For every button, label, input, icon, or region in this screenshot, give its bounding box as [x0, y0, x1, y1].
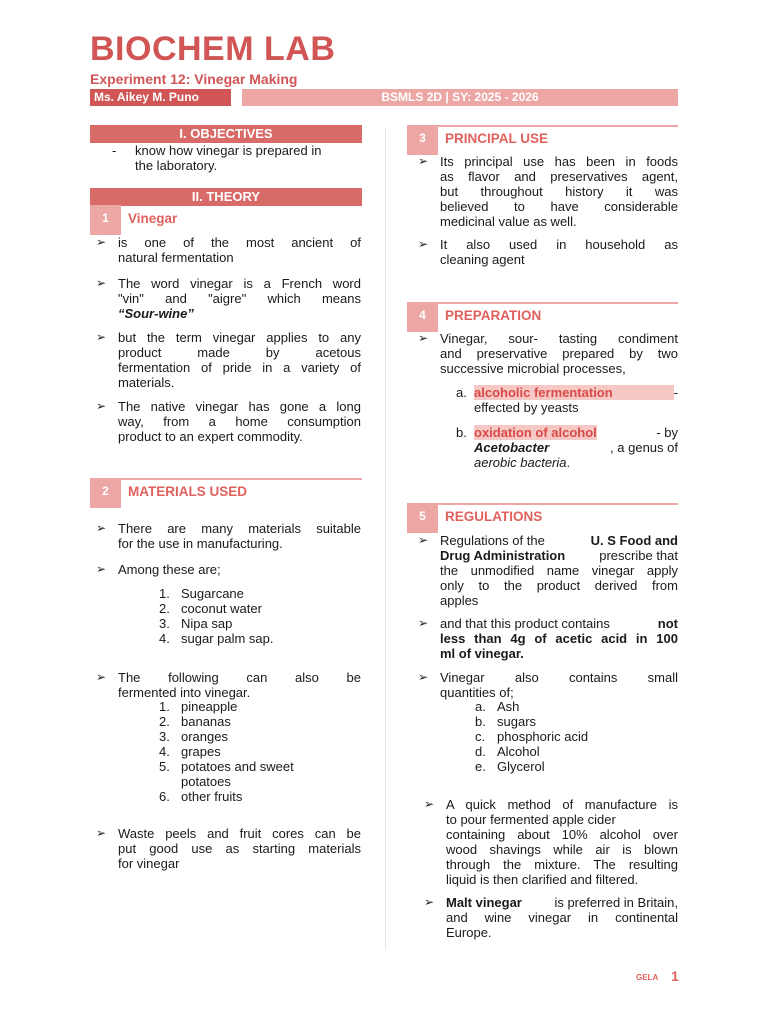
bullet-line: product to an expert commodity.	[118, 429, 303, 444]
bullet-line: The word vinegar is a French word	[118, 276, 361, 291]
bullet-line: fermented into vinegar.	[118, 685, 251, 700]
experiment-subtitle: Experiment 12: Vinegar Making	[90, 71, 298, 87]
bullet-bold: Drug Administration	[440, 548, 566, 563]
section-label: Vinegar	[128, 211, 178, 226]
contents-list	[475, 699, 675, 774]
section-regulations-header	[407, 503, 678, 533]
period: .	[566, 455, 571, 470]
bullet-line: is one of the most ancient of	[118, 235, 361, 250]
list-marker: a.	[456, 385, 467, 400]
arrow-bullet-icon: ➢	[96, 562, 107, 576]
list-marker: c.	[475, 729, 486, 744]
bullet-bold: less than 4g of acetic acid in 100	[440, 631, 678, 646]
page-number: 1	[671, 968, 679, 984]
objective-line: the laboratory.	[135, 158, 218, 173]
list-marker: b.	[456, 425, 467, 440]
author-bar: Ms. Aikey M. Puno	[90, 89, 231, 106]
objectives-banner: I. OBJECTIVES	[90, 125, 362, 143]
list-item	[475, 744, 675, 759]
bullet-line: as flavor and preservatives agent,	[440, 169, 678, 184]
section-label: REGULATIONS	[445, 509, 543, 524]
bullet-line: The native vinegar has gone a long	[118, 399, 361, 414]
bullet-text: is preferred in Britain,	[554, 895, 678, 910]
page-title: BIOCHEM LAB	[90, 30, 336, 68]
list-item: 3. oranges	[159, 729, 228, 744]
bullet-line: quantities of;	[440, 685, 514, 700]
bullet-line: There are many materials suitable	[118, 521, 361, 536]
arrow-bullet-icon: ➢	[418, 616, 429, 630]
list-item-text: other fruits	[181, 789, 243, 804]
arrow-bullet-icon: ➢	[418, 670, 429, 684]
arrow-bullet-icon: ➢	[96, 276, 107, 290]
bullet-line: Vinegar also contains small	[440, 670, 678, 685]
arrow-bullet-icon: ➢	[96, 670, 107, 684]
list-item: 2. bananas	[159, 714, 231, 729]
genus-name: Acetobacter	[474, 440, 550, 455]
list-marker: b.	[475, 714, 486, 729]
arrow-bullet-icon: ➢	[96, 399, 107, 413]
list-item-text: oranges	[181, 729, 228, 744]
bullet-bold: not	[657, 616, 678, 631]
bullet-line: medicinal value as well.	[440, 214, 577, 229]
process-a-desc: effected by yeasts	[474, 400, 579, 415]
list-item	[475, 699, 675, 714]
list-item-text: sugar palm sap.	[181, 631, 274, 646]
aerobic-text: aerobic bacteria	[474, 455, 567, 470]
list-item	[475, 714, 675, 729]
list-item-text: pineapple	[181, 699, 238, 714]
bullet-line: and wine vinegar in continental	[446, 910, 678, 925]
bullet-line: liquid is then clarified and filtered.	[446, 872, 639, 887]
arrow-bullet-icon: ➢	[424, 895, 435, 909]
section-rule	[438, 302, 678, 304]
objective-line: know how vinegar is prepared in	[135, 143, 322, 158]
list-item-text: phosphoric acid	[497, 729, 589, 744]
bullet-line: materials.	[118, 375, 175, 390]
bullet-line: It also used in household as	[440, 237, 678, 252]
highlight-text: alcoholic fermentation	[474, 385, 613, 400]
section-label: MATERIALS USED	[128, 484, 248, 499]
highlight-term: oxidation of alcohol	[474, 425, 597, 440]
bullet-bold: ml of vinegar.	[440, 646, 524, 661]
dash: -	[673, 385, 678, 400]
list-item-text: potatoes	[181, 774, 231, 789]
bullet-line: Its principal use has been in foods	[440, 154, 678, 169]
bullet-text: and that this product contains	[440, 616, 610, 631]
bullet-line: fermentation of pride in a variety of	[118, 360, 361, 375]
footer-label: GELA	[636, 973, 659, 982]
bullet-line: wood shavings while air is blown	[446, 842, 678, 857]
bullet-line: apples	[440, 593, 479, 608]
column-divider	[385, 128, 386, 950]
bullet-line: A quick method of manufacture is	[446, 797, 678, 812]
section-rule	[438, 503, 678, 505]
bullet-line: through the mixture. The resulting	[446, 857, 678, 872]
section-label: PREPARATION	[445, 308, 542, 323]
list-item: 5. potatoes and sweet	[159, 759, 294, 774]
list-item	[159, 774, 359, 789]
process-a	[474, 385, 678, 415]
list-item: 6. other fruits	[159, 789, 243, 804]
list-item: 2. coconut water	[159, 601, 262, 616]
bullet-text: Regulations of the	[440, 533, 545, 548]
section-number: 3	[407, 125, 438, 155]
bullet-line: cleaning agent	[440, 252, 525, 267]
list-item-text: potatoes and sweet	[181, 759, 294, 774]
section-rule	[121, 478, 362, 480]
bullet-line: to pour fermented apple cider	[446, 812, 616, 827]
arrow-bullet-icon: ➢	[96, 330, 107, 344]
objective-item	[135, 143, 365, 173]
list-item-text: coconut water	[181, 601, 262, 616]
bullet-line: believed to have considerable	[440, 199, 678, 214]
highlight-term	[474, 385, 674, 400]
bullet-line: and preservative prepared by two	[440, 346, 678, 361]
bullet-line: natural fermentation	[118, 250, 234, 265]
bullet-line: only to the product derived from	[440, 578, 678, 593]
dash: - by	[656, 425, 678, 440]
list-item-text: Sugarcane	[181, 586, 244, 601]
bullet-line: The following can also be	[118, 670, 361, 685]
list-item	[475, 729, 675, 744]
bullet-line: but throughout history it was	[440, 184, 678, 199]
bullet-line: “Sour-wine”	[118, 306, 194, 321]
bullet-line: put good use as starting materials	[118, 841, 361, 856]
section-materials-header	[90, 478, 362, 508]
section-rule	[438, 125, 678, 127]
arrow-bullet-icon: ➢	[418, 533, 429, 547]
list-marker: a.	[475, 699, 486, 714]
bullet-line: but the term vinegar applies to any	[118, 330, 361, 345]
bullet-text: prescribe that	[599, 548, 678, 563]
section-vinegar-header	[90, 205, 362, 235]
list-item-text: Alcohol	[497, 744, 540, 759]
section-number: 4	[407, 302, 438, 332]
bullet-line: Among these are;	[118, 562, 221, 577]
arrow-bullet-icon: ➢	[96, 826, 107, 840]
list-item: 1. Sugarcane	[159, 586, 244, 601]
list-item-text: bananas	[181, 714, 231, 729]
bullet-line: for the use in manufacturing.	[118, 536, 283, 551]
fruits-list	[159, 699, 359, 804]
bullet-line: "vin" and "aigre" which means	[118, 291, 361, 306]
list-item-text: Ash	[497, 699, 520, 714]
arrow-bullet-icon: ➢	[424, 797, 435, 811]
bullet-line: for vinegar	[118, 856, 180, 871]
bullet-line: product made by acetous	[118, 345, 361, 360]
process-b	[474, 425, 678, 470]
section-number: 1	[90, 205, 121, 235]
list-item: 1. pineapple	[159, 699, 238, 714]
objective-dash: -	[112, 143, 117, 158]
bullet-bold: U. S Food and	[590, 533, 678, 548]
bullet-line: Vinegar, sour- tasting condiment	[440, 331, 678, 346]
theory-banner: II. THEORY	[90, 188, 362, 206]
section-number: 5	[407, 503, 438, 533]
bullet-bold: Malt vinegar	[446, 895, 522, 910]
list-marker: d.	[475, 744, 486, 759]
arrow-bullet-icon: ➢	[418, 237, 429, 251]
class-meta-bar: BSMLS 2D | SY: 2025 - 2026	[242, 89, 678, 106]
list-item-text: sugars	[497, 714, 537, 729]
section-label: PRINCIPAL USE	[445, 131, 549, 146]
genus-text: , a genus of	[610, 440, 678, 455]
section-preparation-header	[407, 302, 678, 332]
bullet-line: Europe.	[446, 925, 492, 940]
arrow-bullet-icon: ➢	[96, 521, 107, 535]
arrow-bullet-icon: ➢	[96, 235, 107, 249]
section-number: 2	[90, 478, 121, 508]
section-principal-header	[407, 125, 678, 155]
list-item-text: Nipa sap	[181, 616, 233, 631]
arrow-bullet-icon: ➢	[418, 154, 429, 168]
list-item-text: grapes	[181, 744, 221, 759]
list-item: 4. sugar palm sap.	[159, 631, 274, 646]
list-item	[475, 759, 675, 774]
bullet-line: containing about 10% alcohol over	[446, 827, 678, 842]
list-item: 4. grapes	[159, 744, 221, 759]
list-item: 3. Nipa sap	[159, 616, 233, 631]
bullet-line: Waste peels and fruit cores can be	[118, 826, 361, 841]
arrow-bullet-icon: ➢	[418, 331, 429, 345]
bullet-line: way, from a home consumption	[118, 414, 361, 429]
bullet-line: successive microbial processes,	[440, 361, 626, 376]
materials-list	[159, 586, 359, 646]
list-marker: e.	[475, 759, 486, 774]
bullet-line: the unmodified name vinegar apply	[440, 563, 678, 578]
list-item-text: Glycerol	[497, 759, 545, 774]
